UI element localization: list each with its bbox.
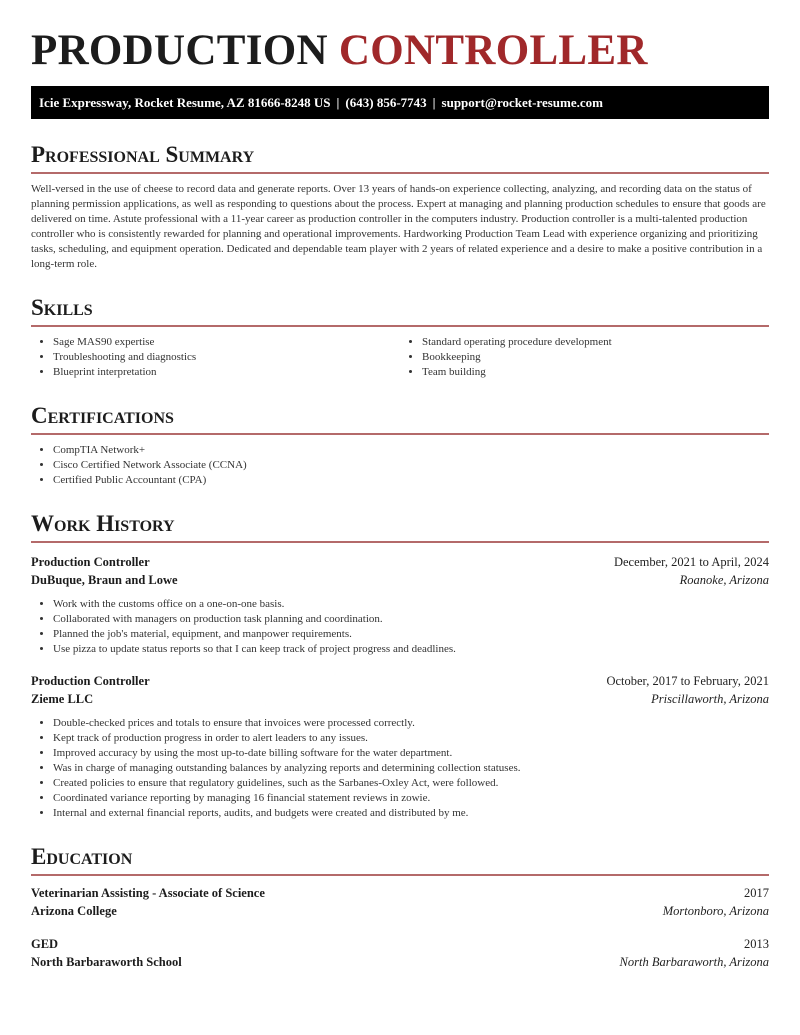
education-list <box>31 884 769 971</box>
certifications-list <box>31 443 769 488</box>
job-company-row <box>31 690 769 708</box>
contact-email: support@rocket-resume.com <box>441 95 603 110</box>
education-location: Mortonboro, Arizona <box>662 904 769 918</box>
skill-item: • Sage MAS90 expertise <box>53 335 400 350</box>
education-header-row <box>31 935 769 953</box>
job-company: DuBuque, Braun and Lowe <box>31 573 178 587</box>
job-company: Zieme LLC <box>31 692 94 706</box>
job-title: Production Controller <box>31 674 150 688</box>
skills-columns <box>31 327 769 380</box>
job-dates: December, 2021 to April, 2024 <box>613 555 769 569</box>
education-location: North Barbaraworth, Arizona <box>619 955 769 969</box>
job-bullet: • Collaborated with managers on production task planning and coordination. <box>53 612 769 627</box>
section-heading-work: Work History <box>31 510 769 543</box>
education-school: North Barbaraworth School <box>31 955 182 969</box>
job-bullet: • Work with the customs office on a one-on-one basis. <box>53 597 769 612</box>
work-history <box>31 553 769 821</box>
certification-item: • Certified Public Accountant (CPA) <box>53 473 769 488</box>
job-company-row <box>31 571 769 589</box>
separator: | <box>432 95 436 110</box>
job-bullet: • Coordinated variance reporting by managing 16 financial statement reviews in zowie. <box>53 791 769 806</box>
education-header-row <box>31 884 769 902</box>
education-entry <box>31 884 769 920</box>
contact-bar <box>31 86 769 119</box>
education-year: 2017 <box>744 886 769 900</box>
job-title: Production Controller <box>31 555 150 569</box>
job-dates: October, 2017 to February, 2021 <box>606 674 769 688</box>
skill-item: • Troubleshooting and diagnostics <box>53 350 400 365</box>
job-header-row <box>31 553 769 571</box>
title-second: CONTROLLER <box>338 27 648 74</box>
job-location: Roanoke, Arizona <box>679 573 769 587</box>
certification-item: • Cisco Certified Network Associate (CCNA) <box>53 458 769 473</box>
contact-phone: (643) 856-7743 <box>345 95 427 110</box>
education-school: Arizona College <box>31 904 117 918</box>
education-degree: GED <box>31 937 59 951</box>
job-bullets <box>31 597 769 657</box>
education-school-row <box>31 902 769 920</box>
education-year: 2013 <box>744 937 769 951</box>
education-school-row <box>31 953 769 971</box>
job-bullet: • Improved accuracy by using the most up-to-date billing software for the water department. <box>53 746 769 761</box>
separator: | <box>336 95 340 110</box>
section-heading-education: Education <box>31 843 769 876</box>
job-entry <box>31 672 769 821</box>
skills-list-left <box>31 335 400 380</box>
education-entry <box>31 935 769 971</box>
job-bullet: • Was in charge of managing outstanding balances by analyzing reports and determining collection statuses. <box>53 761 769 776</box>
job-bullet: • Created policies to ensure that regulatory guidelines, such as the Sarbanes-Oxley Act, were followed. <box>53 776 769 791</box>
skill-item: • Standard operating procedure development <box>422 335 769 350</box>
section-heading-skills: Skills <box>31 294 769 327</box>
education-degree: Veterinarian Assisting - Associate of Science <box>31 886 265 900</box>
certification-item: • CompTIA Network+ <box>53 443 769 458</box>
section-heading-summary: Professional Summary <box>31 141 769 174</box>
job-bullet: • Double-checked prices and totals to ensure that invoices were processed correctly. <box>53 716 769 731</box>
job-entry <box>31 553 769 657</box>
skills-list-right <box>400 335 769 380</box>
contact-address: Icie Expressway, Rocket Resume, AZ 81666-8248 US <box>39 95 331 110</box>
job-bullet: • Use pizza to update status reports so that I can keep track of project progress and deadlines. <box>53 642 769 657</box>
job-header-row <box>31 672 769 690</box>
job-bullet: • Planned the job's material, equipment, and manpower requirements. <box>53 627 769 642</box>
job-bullet: • Internal and external financial reports, audits, and budgets were created and distributed by me. <box>53 806 769 821</box>
job-location: Priscillaworth, Arizona <box>651 692 769 706</box>
title-first: PRODUCTION <box>31 27 328 74</box>
skill-item: • Bookkeeping <box>422 350 769 365</box>
section-heading-certifications: Certifications <box>31 402 769 435</box>
skill-item: • Blueprint interpretation <box>53 365 400 380</box>
summary-text: Well-versed in the use of cheese to record data and generate reports. Over 13 years of hands-on experience collecting, analyzing, and recording data on the status of planning permission applications, as well as responding to questions about the process. Expert at managing and planning production schedules to ensure that goods are delivered on time. Astute professional with a 11-year career as production controller in the computers industry. Production controller is a multi-talented production controller who is consistently rewarded for planning and operational improvements. Hardworking Production Team Lead with experience organizing and prioritizing tasks, scheduling, and equipment operation. Dedicated and dependable team player with 2 years of related experience and a desire to make a positive contribution in a long-term role. <box>31 183 766 270</box>
page-title <box>31 26 769 76</box>
job-bullets <box>31 716 769 821</box>
skill-item: • Team building <box>422 365 769 380</box>
job-bullet: • Kept track of production progress in order to alert leaders to any issues. <box>53 731 769 746</box>
